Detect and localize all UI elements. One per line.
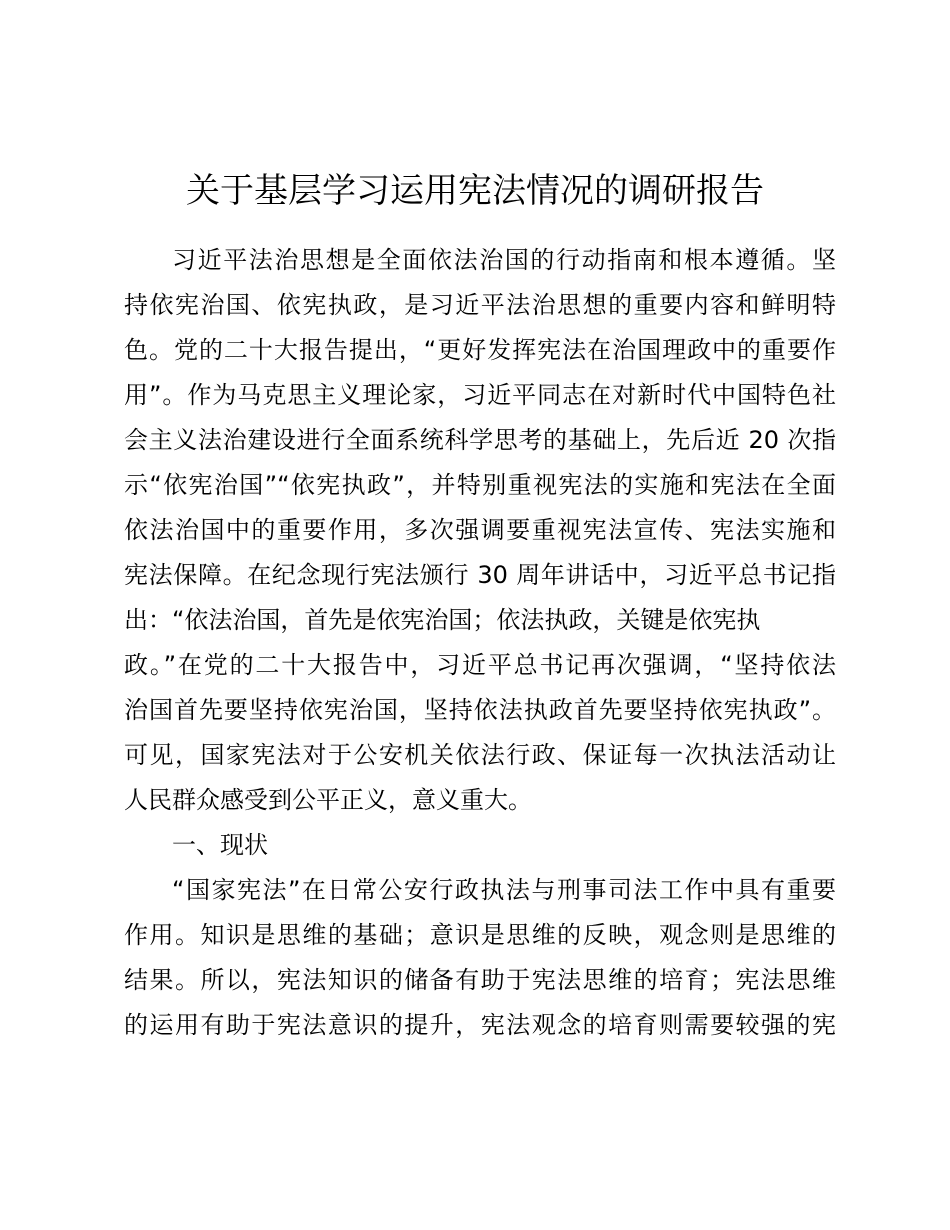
paragraph-line: 的运用有助于宪法意识的提升，宪法观念的培育则需要较强的宪 (124, 1011, 836, 1039)
paragraph-line: 会主义法治建设进行全面系统科学思考的基础上，先后近 20 次指 (124, 426, 836, 454)
paragraph-line: 人民群众感受到公平正义，意义重大。 (124, 786, 532, 814)
paragraph-line: 可见，国家宪法对于公安机关依法行政、保证每一次执法活动让 (124, 741, 836, 769)
paragraph-line: 持依宪治国、依宪执政，是习近平法治思想的重要内容和鲜明特 (124, 291, 836, 319)
paragraph-line: 出：“依法治国，首先是依宪治国；依法执政，关键是依宪执 (124, 606, 761, 634)
paragraph-line: 结果。所以，宪法知识的储备有助于宪法思维的培育；宪法思维 (124, 966, 836, 994)
paragraph-line: “国家宪法”在日常公安行政执法与刑事司法工作中具有重要 (172, 876, 836, 904)
paragraph-line: 色。党的二十大报告提出，“更好发挥宪法在治国理政中的重要作 (124, 336, 836, 364)
paragraph-line: 依法治国中的重要作用，多次强调要重视宪法宣传、宪法实施和 (124, 516, 836, 544)
paragraph-line: 政。”在党的二十大报告中，习近平总书记再次强调，“坚持依法 (124, 651, 836, 679)
paragraph-line: 治国首先要坚持依宪治国，坚持依法执政首先要坚持依宪执政”。 (124, 696, 836, 724)
paragraph-line: 习近平法治思想是全面依法治国的行动指南和根本遵循。坚 (172, 246, 836, 274)
paragraph-line: 作用。知识是思维的基础；意识是思维的反映，观念则是思维的 (124, 921, 836, 949)
section-heading: 一、现状 (172, 831, 268, 859)
paragraph-line: 用”。作为马克思主义理论家，习近平同志在对新时代中国特色社 (124, 381, 836, 409)
paragraph-line: 宪法保障。在纪念现行宪法颁行 30 周年讲话中，习近平总书记指 (124, 561, 836, 589)
document-title: 关于基层学习运用宪法情况的调研报告 (186, 171, 764, 211)
paragraph-line: 示“依宪治国”“依宪执政”，并特别重视宪法的实施和宪法在全面 (124, 471, 836, 499)
